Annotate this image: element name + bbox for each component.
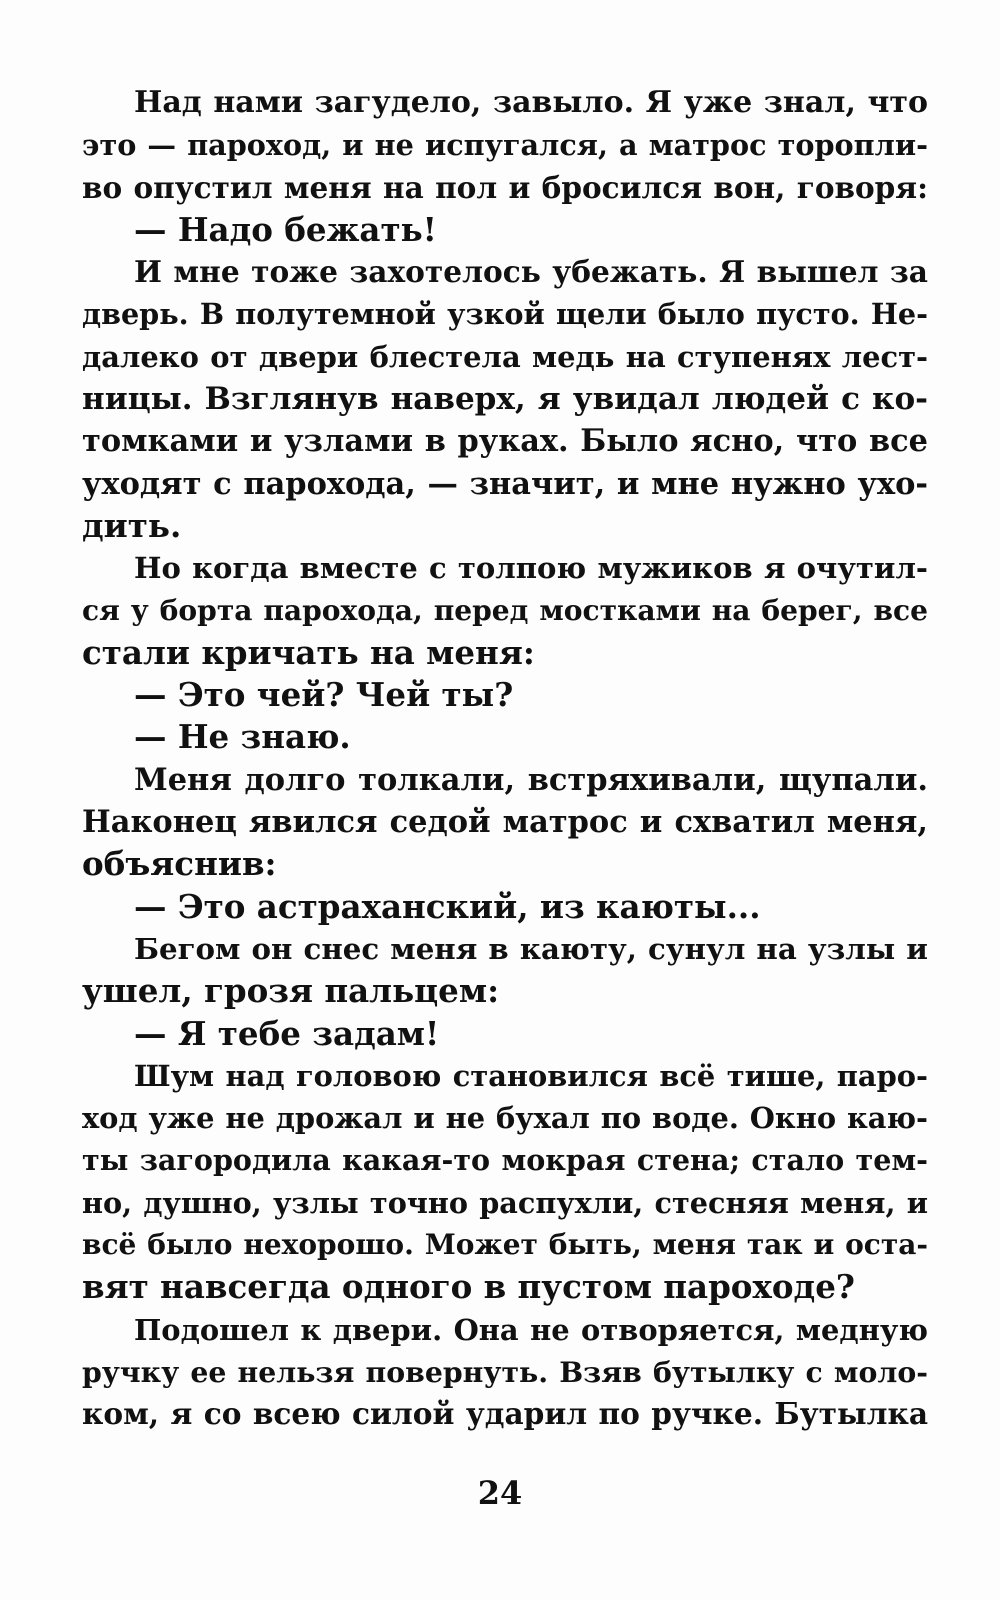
page-number: 24 — [477, 1474, 523, 1512]
body-text — [82, 82, 928, 1436]
text-line: И мне тоже захотелось убежать. Я вышел за — [134, 254, 928, 290]
text-line: во опустил меня на пол и бросился вон, говоря: — [82, 169, 928, 205]
paragraph — [82, 251, 928, 547]
text-line: Но когда вместе с толпою мужиков я очутил- — [134, 551, 928, 586]
text-line: Меня долго толкали, встряхивали, щупали. — [134, 761, 928, 798]
text-line: ход уже не дрожал и не бухал по воде. Окно каю- — [82, 1101, 928, 1136]
dialogue-line — [82, 1013, 928, 1055]
text-line: стали кричать на меня: — [82, 632, 535, 672]
text-line: ком, я со всею силой ударил по ручке. Бутылка — [82, 1396, 928, 1432]
dialogue-line — [82, 674, 928, 716]
text-line: — Это чей? Чей ты? — [134, 675, 514, 715]
text-line: Бегом он снес меня в каюту, сунул на узлы и — [134, 931, 928, 966]
text-line: — Это астраханский, из каюты... — [134, 886, 761, 926]
text-line: — Надо бежать! — [134, 209, 437, 249]
text-line: это — пароход, и не испугался, а матрос торопли- — [82, 128, 928, 163]
text-line: Подошел к двери. Она не отворяется, медную — [134, 1312, 928, 1347]
text-line: ты загородила какая-то мокрая стена; стало тем- — [82, 1143, 928, 1178]
dialogue-line — [82, 716, 928, 758]
dialogue-line — [82, 886, 928, 928]
paragraph — [82, 1055, 928, 1309]
dialogue-line — [82, 209, 928, 251]
text-line: вят навсегда одного в пустом пароходе? — [82, 1267, 855, 1307]
text-line: — Я тебе задам! — [134, 1013, 440, 1053]
text-line: томками и узлами в руках. Было ясно, что все — [82, 423, 928, 460]
text-line: всё было нехорошо. Может быть, меня так и оста- — [82, 1228, 928, 1262]
paragraph — [82, 1309, 928, 1436]
paragraph — [82, 759, 928, 886]
text-line: Над нами загудело, завыло. Я уже знал, что — [134, 85, 928, 120]
text-line: — Не знаю. — [134, 717, 351, 757]
text-line: но, душно, узлы точно распухли, стесняя меня, и — [82, 1185, 928, 1220]
text-line: ницы. Взглянув наверх, я увидал людей с ко- — [82, 381, 928, 418]
text-line: дверь. В полутемной узкой щели было пусто. Не- — [82, 297, 928, 332]
text-line: ушел, грозя пальцем: — [82, 971, 500, 1011]
text-line: Шум над головою становился всё тише, паро- — [134, 1058, 928, 1093]
text-line: ручку ее нельзя повернуть. Взяв бутылку с моло- — [82, 1354, 928, 1389]
text-line: далеко от двери блестела медь на ступенях лест- — [82, 339, 928, 374]
paragraph — [82, 928, 928, 1013]
text-line: уходят с парохода, — значит, и мне нужно ухо- — [82, 465, 928, 502]
text-line: ся у борта парохода, перед мостками на берег, все — [82, 593, 928, 627]
paragraph — [82, 82, 928, 209]
paragraph — [82, 547, 928, 674]
text-line: Наконец явился седой матрос и схватил меня, — [82, 804, 928, 841]
text-line: дить. — [82, 505, 182, 545]
text-line: объяснив: — [82, 844, 277, 884]
